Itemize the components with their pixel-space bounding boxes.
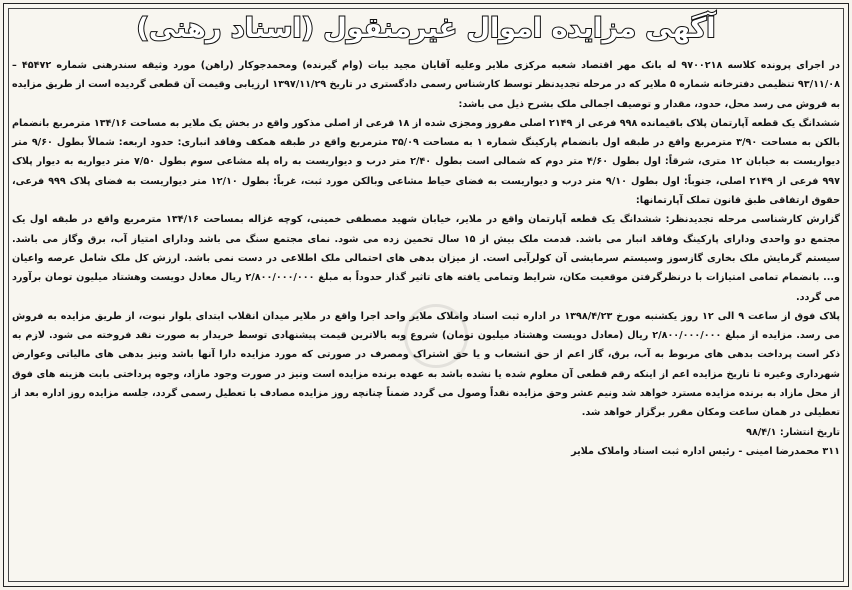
notice-paragraph-property: ششدانگ یک قطعه آپارتمان پلاک باقیمانده ۹۹۸ فرعی از ۲۱۴۹ اصلی مفروز ومجزی شده از ۱۸ فرعی از اصلی مذکور واقع در بخش یک ملایر به مساحت ۱۳۴/۱۶ مترمربع بانضمام بالکن به مساحت ۳/۹۰ مترمربع واقع در طبقه اول بانضمام پارکینگ شماره ۱ به مساحت ۳۵/۰۹ مترمربع واقع در طبقه همکف وفاقد انباری: حدود اربعه: شمالاً بطول ۹/۶۰ متر دیواریست به خیابان ۱۲ متری، شرقاً: اول بطول ۴/۶۰ متر دوم که شمالی است بطول ۲/۴۰ متر درب و دیواریست به راه پله مشاعی سوم بطول ۷/۵۰ متر دیواریه به دیوار پلاک ۹۹۷ فرعی از ۲۱۴۹ اصلی، جنوباً: اول بطول ۹/۱۰ متر درب و دیواریست به فضای حیاط مشاعی وبالکن مورد ثبت، غرباً: بطول ۱۲/۱۰ متر دیواریست به فضای پلاک ۹۹۹ فرعی، حقوق ارتفاقی طبق قانون تملک آپارتمانها: [12,117,841,207]
notice-body [12,56,840,461]
notice-paragraph-case: در اجرای پرونده کلاسه ۹۷۰۰۲۱۸ له بانک مهر اقتصاد شعبه مرکزی ملایر وعلیه آقایان مجید بیات (وام گیرنده) ومحمدجوکار (راهن) مورد وثیقه سندرهنی شماره ۴۵۴۷۲ – ۹۳/۱۱/۰۸ تنظیمی دفترخانه شماره ۵ ملایر که در مرحله تجدیدنظر توسط کارشناس رسمی دادگستری در تاریخ ۱۳۹۷/۱۱/۲۹ ارزیابی وقیمت آن قطعی گردیده است از طریق مزایده به فروش می رسد محل، حدود، مقدار و توصیف اجمالی ملک بشرح ذیل می باشد: [12,60,841,110]
notice-publish-date: تاریخ انتشار: ۹۸/۴/۱ [746,426,840,438]
notice-paragraph-appraisal: گزارش کارشناسی مرحله تجدیدنظر: ششدانگ یک قطعه آپارتمان واقع در ملایر، خیابان شهید مصطفی خمینی، کوچه غزاله بمساحت ۱۳۴/۱۶ مترمربع واقع در طبقه اول یک مجتمع دو واحدی ودارای پارکینگ وفاقد انبار می باشد. قدمت ملک بیش از ۱۵ سال تخمین زده می شود. نمای مجتمع سنگ می باشد ودارای امتیاز آب، برق وگاز می باشد. سیستم گرمایش ملک بخاری گازسوز وسیستم سرمایشی آن کولرآبی است. از میزان بدهی های احتمالی ملک اطلاعی در دست نمی باشد. ارزش کل ملک شامل عرصه واعیان و... بانضمام تمامی امتیازات با درنظرگرفتن موقعیت مکان، شرایط وتمامی یافته های تاثیر گذار حدوداً به مبلغ ۲/۸۰۰/۰۰۰/۰۰۰ ریال معادل دویست وهشتاد میلیون تومان برآورد می گردد. [12,214,840,303]
notice-header [4,12,848,46]
notice-frame [3,3,849,587]
notice-signature: ۳۱۱ محمدرضا امینی - رئیس اداره ثبت اسناد واملاک ملایر [571,445,840,457]
notice-paragraph-auction: پلاک فوق از ساعت ۹ الی ۱۲ روز یکشنبه مورخ ۱۳۹۸/۴/۲۳ در اداره ثبت اسناد واملاک ملایر واحد اجرا واقع در ملایر میدان انقلاب ابتدای بلوار نبوت، از طریق مزایده به فروش می رسد. مزایده از مبلغ ۲/۸۰۰/۰۰۰/۰۰۰ ریال (معادل دویست وهشتاد میلیون تومان) شروع وبه بالاترین قیمت پیشنهادی توسط خریدار به صورت نقد فروخته می شود. لازم به ذکر است پرداخت بدهی های مربوط به آب، برق، گاز اعم از حق انشعاب و یا حق اشتراک ومصرف در صورتی که مورد مزایده دارا آنها باشد ونیز بدهی های مالیاتی وعوارض شهرداری وغیره تا تاریخ مزایده اعم از اینکه رقم قطعی آن معلوم شده یا نشده باشد به عهده برنده مزایده است ونیز در صورت وجود مازاد، وجوه پرداختی بابت هزینه های فوق از محل مازاد به برنده مزایده مسترد خواهد شد ونیم عشر وحق مزایده نقداً وصول می گردد ضمناً چنانچه روز مزایده مصادف با تعطیل رسمی گردد، جلسه مزایده روز اداره بعد از تعطیلی در همان ساعت ومکان مقرر برگزار خواهد شد. [12,310,840,419]
notice-title: آگهی مزایده اموال غیرمنقول (اسناد رهنی) [136,13,716,44]
